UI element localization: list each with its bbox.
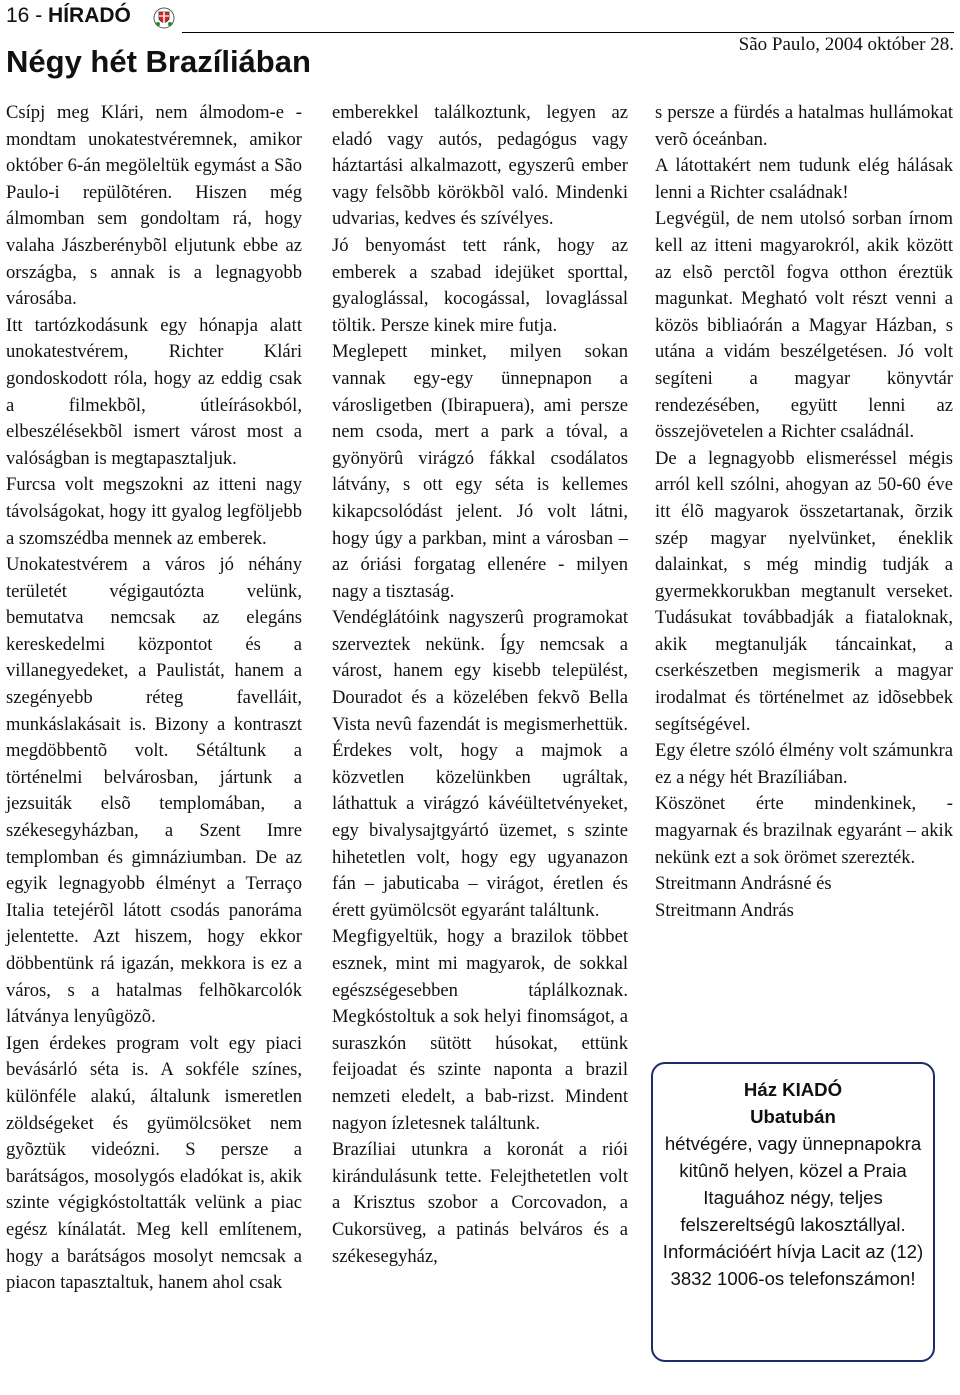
- paragraph: Megfigyeltük, hogy a brazilok többet esznek, mint mi magyarok, de sokkal egészségesebben táplálkoznak. Megkóstoltuk a sok helyi finomságot, a suraszkón sütött húsokat, ettünk feijoadat és szinte naponta a brazil nemzeti eledelt, a bab-rizst. Mindent nagyon ízletesnek találtunk.: [332, 926, 628, 1134]
- article-column-1: [6, 100, 302, 1297]
- paragraph: Vendéglátóink nagyszerû programokat szerveztek nekünk. Így nemcsak a várost, hanem egy kisebb települést, Douradot és a közelében fekvõ Bella Vista nevû fazendát is megismerhettük. Érdekes volt, hogy a majmok a közvetlen közelünkben ugráltak, láthattuk a virágzó kávéültetvényeket, egy bivalysajtgyártó üzemet, s szinte hihetetlen volt, hogy egy ugyanazon fán – jabuticaba – virágot, éretlen és érett gyümölcsöt egyaránt találtunk.: [332, 607, 628, 921]
- paragraph: emberekkel találkoztunk, legyen az eladó vagy autós, pedagógus vagy háztartási alkalmazott, egyszerû ember vagy felsõbb körökbõl való. Mindenki udvarias, kedves és szívélyes.: [332, 102, 628, 230]
- paragraph: Köszönet érte mindenkinek, - magyarnak és brazilnak egyaránt – akik nekünk ezt a sok örömet szerezték.: [655, 793, 953, 868]
- paragraph: Furcsa volt megszokni az itteni nagy távolságokat, hogy itt gyalog legföljebb a szomszédba mennek az emberek.: [6, 474, 302, 549]
- paragraph: Igen érdekes program volt egy piaci bevásárló séta is. A sokféle színes, különféle alakú, általunk ismeretlen zöldségeket és gyümölcsöket nem gyõztük videózni. S persze a barátságos, mosolygós eladókat is, akik szinte végigkóstoltatták velünk a piac egész kínálatát. Meg kell említenem, hogy a barátságos mosolyt nemcsak a piacon tapasztaltuk, hanem ahol csak: [6, 1032, 302, 1294]
- ad-subtitle: Ubatubán: [750, 1106, 836, 1127]
- page-header: [6, 4, 954, 38]
- header-rule: [182, 32, 954, 33]
- section-name: HÍRADÓ: [48, 4, 131, 27]
- ad-body: hétvégére, vagy ünnepnapokra kitûnõ helyen, közel a Praia Itaguához négy, teljes felszereltségû lakosztállyal. Információért hívja Lacit az (12) 3832 1006-os telefonszámon!: [662, 1133, 924, 1289]
- article-column-2: [332, 100, 628, 1270]
- signature-line: Streitmann Andrásné és: [655, 873, 832, 895]
- ad-title: Ház KIADÓ: [743, 1079, 843, 1100]
- paragraph: Unokatestvérem a város jó néhány területét végigautózta velünk, bemutatva nemcsak az elegáns kereskedelmi központot és a villanegyedeket, a Paulistát, hanem a szegényebb réteg favelláit, munkáslakásait is. Bizony a kontraszt megdöbbentõ volt. Sétáltunk a történelmi belvárosban, jártunk a jezsuiták elsõ templomában, a székesegyházban, a Szent Imre templomban és gimnáziumban. De az egyik legnagyobb élményt a Terraço Italia tetejérõl látott csodás panoráma jelentette. Azt hiszem, hogy ekkor döbbentünk rá igazán, mekkora is ez a város, s a hatalmas felhõkarcolók látványa lenyûgözõ.: [6, 554, 302, 1028]
- paragraph: Brazíliai utunkra a koronát a riói kirándulásunk tette. Felejthetetlen volt a Krisztus szobor a Corcovadon, a Cukorsüveg, a patinás belváros és a székesegyház,: [332, 1139, 628, 1267]
- classified-ad-box: [651, 1062, 935, 1362]
- paragraph: Csípj meg Klári, nem álmodom-e - mondtam unokatestvéremnek, amikor október 6-án megöleltük egymást a São Paulo-i repülõtéren. Hiszen még álmomban sem gondoltam rá, hogy valaha Jászberénybõl eljutunk ebbe az országba, s annak is a legnagyobb városába.: [6, 102, 302, 310]
- page-number: [6, 4, 131, 28]
- paragraph: De a legnagyobb elismeréssel mégis arról kell szólni, ahogyan az 50-60 éve itt élõ magyarok összetartanak, õrzik szép magyar nyelvünket, éneklik dalainkat, s még mindig tudják a gyermekkorukban megtanult verseket. Tudásukat továbbadják a fiataloknak, akik megtanulják táncainkat, a cserkészetben megismerik a magyar irodalmat és történelmet az idõsebbek segítségével.: [655, 447, 953, 735]
- paragraph: A látottakért nem tudunk elég hálásak lenni a Richter családnak!: [655, 155, 953, 203]
- paragraph: s persze a fürdés a hatalmas hullámokat verõ óceánban.: [655, 102, 953, 150]
- article-column-3: [655, 100, 953, 924]
- paragraph: Egy életre szóló élmény volt számunkra ez a négy hét Brazíliában.: [655, 740, 953, 788]
- paragraph: Legvégül, de nem utolsó sorban írnom kell az itteni magyarokról, akik között az elsõ perctõl fogva otthon éreztük magunkat. Megható volt részt venni a közös bibliaórán a Magyar Házban, s utána a vidám beszélgetésen. Jó volt segíteni a magyar könyvtár rendezésében, együtt lenni az összejövetelen a Richter családnál.: [655, 208, 953, 443]
- hirado-crest-icon: [152, 6, 176, 30]
- signature-line: Streitmann András: [655, 899, 794, 921]
- paragraph: Meglepett minket, milyen sokan vannak egy-egy ünnepnapon a városligetben (Ibirapuera), ami persze nem csoda, mert a park a tóval, a gyönyörû virágzó fákkal csodálatos látvány, s ott egy séta is kellemes kikapcsolódást jelent. Jó volt látni, hogy úgy a parkban, mint a városban – az óriási forgatag ellenére - milyen nagy a tisztaság.: [332, 341, 628, 602]
- paragraph: Itt tartózkodásunk egy hónapja alatt unokatestvérem, Richter Klári gondoskodott róla, hogy az eddig csak a filmekbõl, útleírásokból, elbeszélésekbõl ismert várost most a valóságban is megtapasztaljuk.: [6, 314, 302, 469]
- page-number-text: 16 -: [6, 4, 49, 27]
- article-title: Négy hét Brazíliában: [6, 44, 311, 79]
- dateline: São Paulo, 2004 október 28.: [738, 34, 954, 55]
- paragraph: Jó benyomást tett ránk, hogy az emberek a szabad idejüket sporttal, gyaloglással, kocogással, lovaglással töltik. Persze kinek mire futja.: [332, 234, 628, 336]
